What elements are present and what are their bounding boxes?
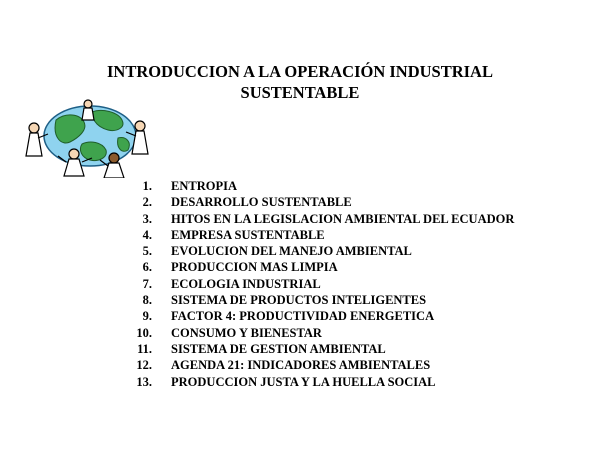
list-item-label: HITOS EN LA LEGISLACION AMBIENTAL DEL ECUADOR [171, 211, 515, 226]
list-item [108, 259, 514, 275]
list-item-label: EVOLUCION DEL MANEJO AMBIENTAL [171, 244, 412, 259]
globe-with-people-icon [22, 98, 152, 178]
list-item-label: SISTEMA DE PRODUCTOS INTELIGENTES [171, 293, 427, 308]
list-item [108, 211, 514, 227]
list-item [108, 276, 514, 292]
list-item-label: EMPRESA SUSTENTABLE [171, 227, 325, 242]
list-item [108, 178, 514, 194]
list-item-label: AGENDA 21: INDICADORES AMBIENTALES [171, 358, 431, 373]
list-item [108, 308, 514, 324]
list-item-number: 8. [142, 293, 152, 308]
list-item-number: 9. [142, 309, 152, 324]
list-item-number: 3. [142, 211, 152, 226]
title-line-2: SUSTENTABLE [240, 83, 360, 102]
list-item-label: ENTROPIA [171, 179, 237, 193]
list-item [108, 194, 514, 210]
list-item [108, 292, 514, 308]
table-of-contents [108, 178, 514, 390]
list-item-number: 1. [142, 179, 152, 193]
title-line-1: INTRODUCCION A LA OPERACIÓN INDUSTRIAL [107, 62, 493, 81]
list-item [108, 243, 514, 259]
list-item-label: PRODUCCION MAS LIMPIA [171, 260, 338, 275]
list-item [108, 227, 514, 243]
list-item [108, 374, 514, 390]
list-item-label: CONSUMO Y BIENESTAR [171, 325, 322, 340]
list-item-number: 12. [136, 358, 152, 373]
list-item-label: DESARROLLO SUSTENTABLE [171, 195, 352, 210]
list-item [108, 341, 514, 357]
list-item-label: SISTEMA DE GESTION AMBIENTAL [171, 341, 386, 356]
list-item-number: 13. [136, 374, 152, 389]
list-item-number: 11. [137, 341, 152, 356]
list-item-number: 4. [142, 227, 152, 242]
list-item-number: 6. [142, 260, 152, 275]
list-item-number: 2. [142, 195, 152, 210]
list-item-number: 7. [142, 276, 152, 291]
list-item-number: 5. [142, 244, 152, 259]
page-title [50, 61, 550, 103]
list-item-label: FACTOR 4: PRODUCTIVIDAD ENERGETICA [171, 309, 435, 324]
list-item-label: ECOLOGIA INDUSTRIAL [171, 276, 321, 291]
list-item [108, 357, 514, 373]
list-item-label: PRODUCCION JUSTA Y LA HUELLA SOCIAL [171, 374, 436, 389]
list-item [108, 325, 514, 341]
list-item-number: 10. [136, 325, 152, 340]
